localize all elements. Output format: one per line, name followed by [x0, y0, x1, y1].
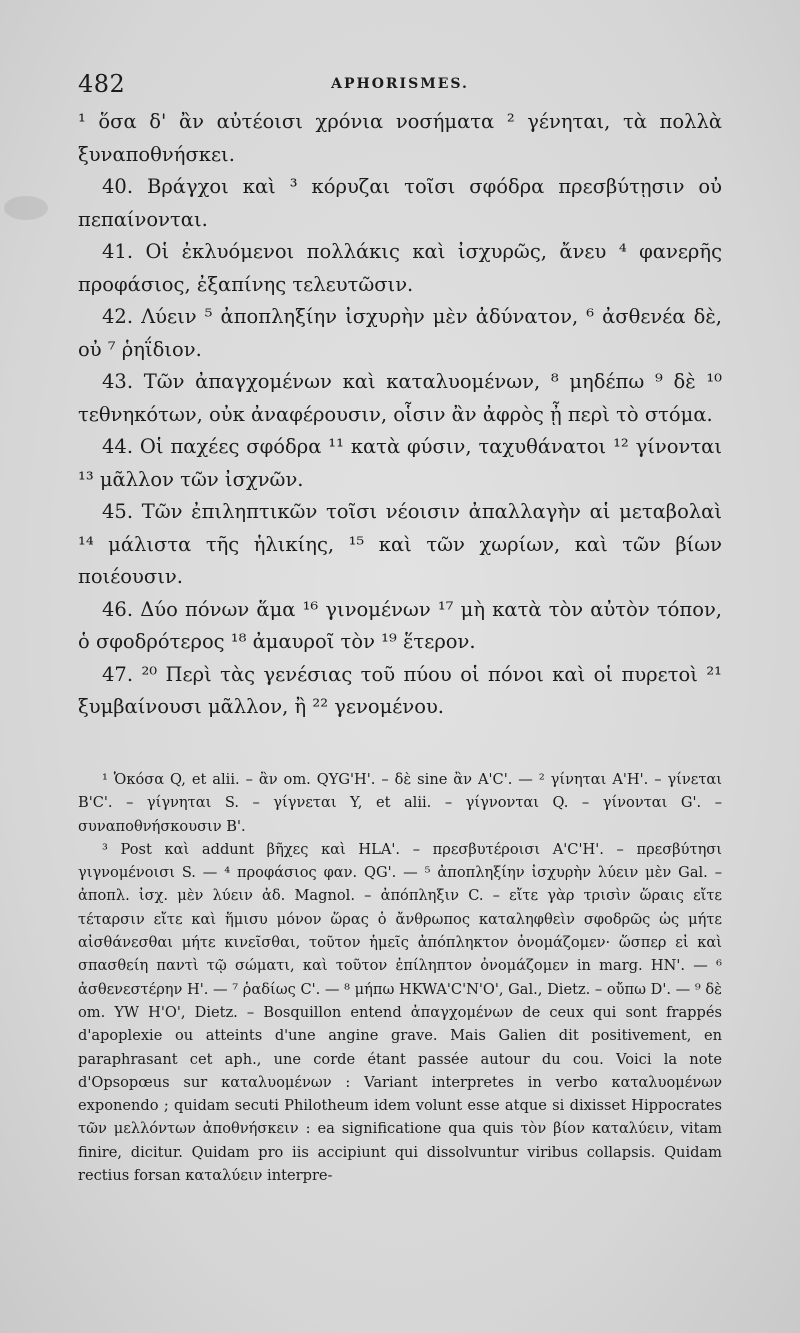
margin-smudge [4, 196, 48, 220]
footnote-3: ³ Post καὶ addunt βῆχες καὶ HLA'. – πρεσβυτέροισι A'C'H'. – πρεσβύτησι γιγνομένοισι S. — ⁴ προφάσιος φαν. QG'. — ⁵ ἀποπληξίην ἰσχυρὴν λύειν μὲν Gal. – ἀποπλ. ἰσχ. μὲν λύειν ἀδ. Magnol. – ἀπόπληξιν C. – εἴτε γὰρ τρισὶν ὥραις εἴτε τέταρσιν εἴτε καὶ ἥμισυ μόνον ὥρας ὁ ἄνθρωπος καταληφθεὶν σφοδρῶς ὡς μήτε αἰσθάνεσθαι μήτε κινεῖσθαι, τοῦτον ἡμεῖς ἀπόπληκτον ὀνομάζομεν· ὥσπερ εἰ καὶ σπασθείη παντὶ τῷ σώματι, καὶ τοῦτον ἐπίληπτον ὀνομάζομεν in marg. HN'. — ⁶ ἀσθενεστέρην H'. — ⁷ ῥαδίως C'. — ⁸ μήπω HKWA'C'N'O', Gal., Dietz. – οὔπω D'. — ⁹ δὲ om. YW H'O', Dietz. – Bosquillon entend ἀπαγχομένων de ceux qui sont frappés d'apoplexie ou atteints d'une angine grave. Mais Galien dit positivement, en paraphrasant cet aph., une corde étant passée autour du cou. Voici la note d'Opsopœus sur καταλυομένων : Variant interpretes in verbo καταλυομένων exponendo ; quidam secuti Philotheum idem volunt esse atque si dixisset Hippocrates τῶν μελλόντων ἀποθνήσκειν : ea significatione qua quis τὸν βίον καταλύειν, vitam finire, dicitur. Quidam pro iis accipiunt qui dissolvuntur viribus collapsis. Quidam rectius forsan καταλύειν interpre- [78, 840, 722, 1185]
aphorism-42: 42. Λύειν ⁵ ἀποπληξίην ἰσχυρὴν μὲν ἀδύνατον, ⁶ ἀσθενέα δὲ, οὐ ⁷ ῥηΐδιον. [78, 305, 722, 361]
page-header [78, 70, 722, 100]
aphorism-continuation: ¹ ὅσα δ' ἂν αὐτέοισι χρόνια νοσήματα ² γένηται, τὰ πολλὰ ξυναποθνήσκει. [78, 110, 722, 166]
aphorism-40: 40. Βράγχοι καὶ ³ κόρυζαι τοῖσι σφόδρα πρεσβύτῃσιν οὐ πεπαίνονται. [78, 175, 722, 231]
aphorism-47: 47. ²⁰ Περὶ τὰς γενέσιας τοῦ πύου οἱ πόνοι καὶ οἱ πυρετοὶ ²¹ ξυμβαίνουσι μᾶλλον, ἢ ²² γενομένου. [78, 662, 722, 718]
page-number: 482 [78, 70, 126, 98]
aphorism-45: 45. Τῶν ἐπιληπτικῶν τοῖσι νέοισιν ἀπαλλαγὴν αἱ μεταβολαὶ ¹⁴ μάλιστα τῆς ἡλικίης, ¹⁵ καὶ τῶν χωρίων, καὶ τῶν βίων ποιέουσιν. [78, 500, 722, 588]
running-head: APHORISMES. [331, 76, 469, 92]
footnotes [78, 768, 722, 1187]
aphorism-46: 46. Δύο πόνων ἅμα ¹⁶ γινομένων ¹⁷ μὴ κατὰ τὸν αὐτὸν τόπον, ὁ σφοδρότερος ¹⁸ ἀμαυροῖ τὸν ¹⁹ ἕτερον. [78, 597, 722, 653]
aphorism-44: 44. Οἱ παχέες σφόδρα ¹¹ κατὰ φύσιν, ταχυθάνατοι ¹² γίνονται ¹³ μᾶλλον τῶν ἰσχνῶν. [78, 435, 722, 491]
aphorism-41: 41. Οἱ ἐκλυόμενοι πολλάκις καὶ ἰσχυρῶς, ἄνευ ⁴ φανερῆς προφάσιος, ἐξαπίνης τελευτῶσιν. [78, 240, 722, 296]
aphorism-43: 43. Τῶν ἀπαγχομένων καὶ καταλυομένων, ⁸ μηδέπω ⁹ δὲ ¹⁰ τεθνηκότων, οὐκ ἀναφέρουσιν, οἷσιν ἂν ἀφρὸς ᾖ περὶ τὸ στόμα. [78, 370, 722, 426]
footnote-1: ¹ Ὁκόσα Q, et alii. – ἂν om. QYG'H'. – δὲ sine ἂν A'C'. — ² γίνηται A'H'. – γίνεται B'C'. – γίγνηται S. – γίγνεται Y, et alii. – γίγνονται Q. – γίνονται G'. – συναποθνήσκουσιν B'. [78, 771, 722, 835]
aphorisms-text [78, 106, 722, 724]
